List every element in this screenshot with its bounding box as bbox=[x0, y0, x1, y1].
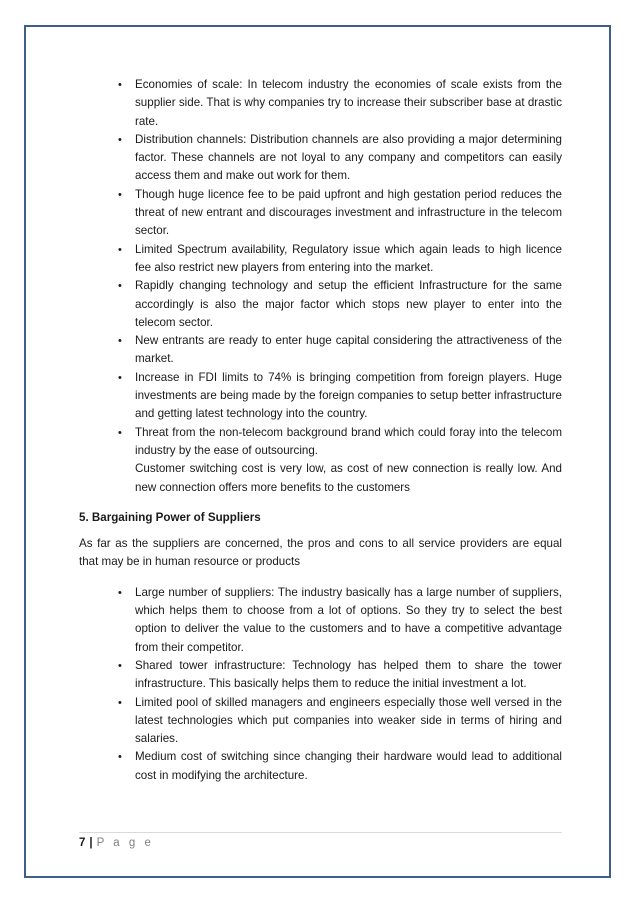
list-item bbox=[118, 694, 562, 749]
bullet-icon: • bbox=[118, 133, 122, 146]
footer-divider bbox=[79, 832, 562, 833]
bullet-list-suppliers bbox=[79, 584, 562, 785]
bullet-list-new-entrants bbox=[79, 76, 562, 460]
list-item bbox=[118, 76, 562, 131]
page-label: P a g e bbox=[96, 837, 154, 849]
section-intro: As far as the suppliers are concerned, the pros and cons to all service providers are equal that may be in human resource or products bbox=[79, 537, 562, 569]
list-item-text: Limited pool of skilled managers and engineers especially those well versed in the latest technologies which put companies into weaker side in terms of hiring and salaries. bbox=[135, 695, 562, 746]
list-item bbox=[118, 332, 562, 369]
bullet-icon: • bbox=[118, 751, 122, 764]
bullet-icon: • bbox=[118, 696, 122, 709]
list-item bbox=[118, 131, 562, 186]
bullet-icon: • bbox=[118, 659, 122, 672]
list-item bbox=[118, 748, 562, 785]
continuation-paragraph: Customer switching cost is very low, as cost of new connection is really low. And new connection offers more benefits to the customers bbox=[135, 462, 562, 494]
list-item-text: Increase in FDI limits to 74% is bringing competition from foreign players. Huge investments are being made by the foreign companies to setup better infrastructure and getting latest technology into the country. bbox=[135, 370, 562, 421]
list-item bbox=[118, 277, 562, 332]
list-item bbox=[118, 657, 562, 694]
list-item-text: Rapidly changing technology and setup the efficient Infrastructure for the same accordingly is also the major factor which stops new player to enter into the telecom sector. bbox=[135, 279, 562, 329]
list-item-text: Shared tower infrastructure: Technology has helped them to share the tower infrastructure. This basically helps them to reduce the initial investment a lot. bbox=[135, 658, 562, 691]
document-body bbox=[79, 76, 562, 785]
list-item-text: Threat from the non-telecom background brand which could foray into the telecom industry by the ease of outsourcing. bbox=[135, 425, 562, 457]
list-item bbox=[118, 369, 562, 424]
list-item-text: New entrants are ready to enter huge capital considering the attractiveness of the market. bbox=[135, 334, 562, 366]
list-item-text: Limited Spectrum availability, Regulatory issue which again leads to high licence fee also restrict new players from entering into the market. bbox=[135, 242, 562, 274]
list-item bbox=[118, 186, 562, 241]
section-heading: 5. Bargaining Power of Suppliers bbox=[79, 510, 261, 524]
list-item-text: Though huge licence fee to be paid upfront and high gestation period reduces the threat of new entrant and discourages investment and infrastructure in the telecom sector. bbox=[135, 187, 562, 238]
bullet-icon: • bbox=[118, 335, 122, 348]
list-item-text: Distribution channels: Distribution channels are also providing a major determining factor. These channels are not loyal to any company and competitors can easily access them and make out work for them. bbox=[135, 132, 562, 183]
bullet-icon: • bbox=[118, 371, 122, 384]
bullet-icon: • bbox=[118, 79, 122, 91]
list-item-text: Large number of suppliers: The industry basically has a large number of suppliers, which helps them to choose from a lot of options. So they try to select the best option to deliver the value to the customers and to have a competitive advantage from their competitor. bbox=[135, 585, 562, 654]
list-item bbox=[118, 584, 562, 657]
page-number: 7 bbox=[79, 837, 86, 849]
bullet-icon: • bbox=[118, 280, 122, 293]
bullet-icon: • bbox=[118, 188, 122, 201]
list-item-text: Medium cost of switching since changing their hardware would lead to additional cost in modifying the architecture. bbox=[135, 750, 562, 782]
page-footer bbox=[79, 837, 154, 849]
list-item bbox=[118, 424, 562, 461]
bullet-icon: • bbox=[118, 586, 122, 599]
list-item-text: Economies of scale: In telecom industry the economies of scale exists from the supplier side. That is why companies try to increase their subscriber base at drastic rate. bbox=[135, 78, 562, 128]
footer-separator: | bbox=[89, 837, 93, 849]
bullet-icon: • bbox=[118, 426, 122, 439]
list-item bbox=[118, 241, 562, 278]
bullet-icon: • bbox=[118, 243, 122, 256]
